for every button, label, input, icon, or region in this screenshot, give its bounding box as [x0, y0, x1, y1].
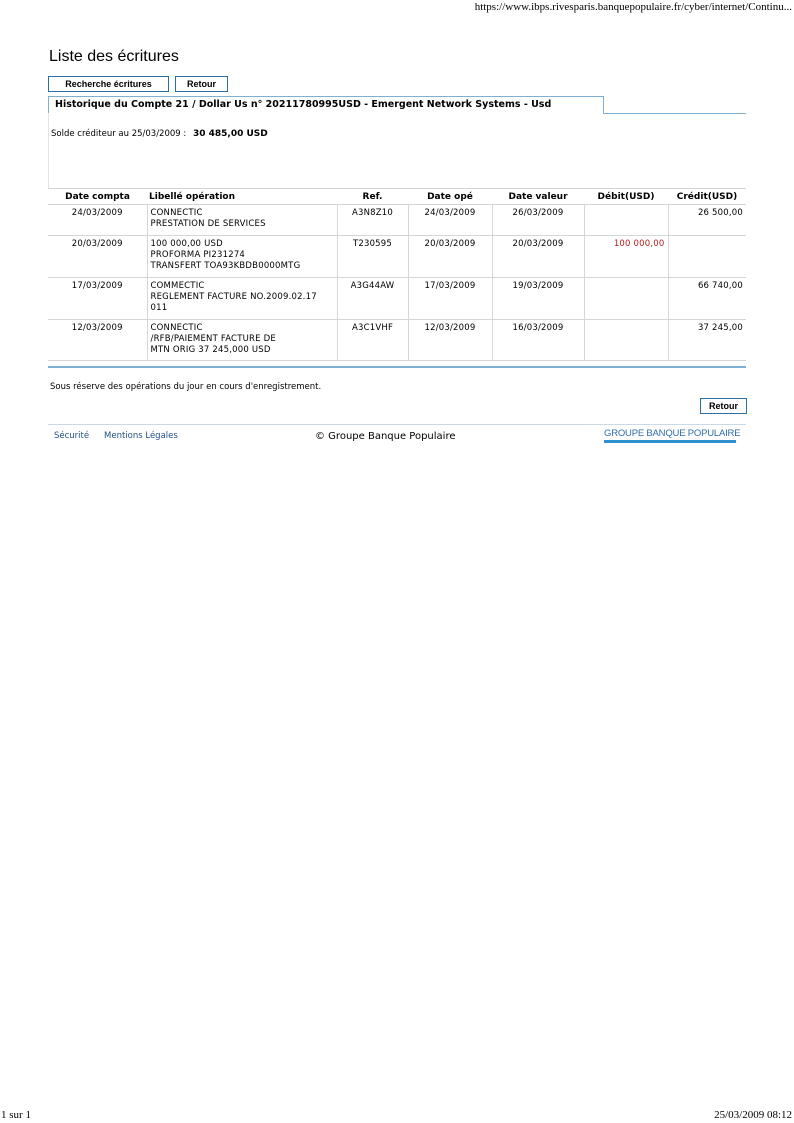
header-date-compta: Date compta: [48, 189, 147, 205]
cell-debit: [584, 278, 668, 320]
account-balance: [51, 129, 268, 139]
search-entries-button[interactable]: Recherche écritures: [48, 76, 169, 92]
balance-value: 30 485,00 USD: [192, 129, 268, 139]
label-line: CONNECTIC: [150, 208, 203, 218]
table-row: [48, 320, 746, 361]
cell-date-compta: 12/03/2009: [48, 320, 147, 361]
security-link[interactable]: Sécurité: [54, 431, 90, 441]
balance-label: Solde créditeur au 25/03/2009 :: [51, 129, 187, 139]
cell-debit: 100 000,00: [584, 236, 668, 278]
cell-date-compta: 24/03/2009: [48, 205, 147, 236]
cell-ref: T230595: [337, 236, 408, 278]
cell-label: [147, 320, 337, 361]
header-credit: Crédit(USD): [668, 189, 746, 205]
cell-ref: A3G44AW: [337, 278, 408, 320]
page-title: Liste des écritures: [49, 48, 179, 65]
cell-credit: 37 245,00: [668, 320, 746, 361]
logo-bar: [604, 440, 736, 443]
footer-divider: [48, 424, 746, 425]
table-header-row: [48, 189, 746, 205]
account-history-tab: Historique du Compte 21 / Dollar Us n° 20211780995USD - Emergent Network Systems - Usd: [48, 96, 604, 114]
copyright: © Groupe Banque Populaire: [315, 431, 456, 442]
cell-debit: [584, 320, 668, 361]
label-line: PRESTATION DE SERVICES: [150, 219, 266, 229]
label-line: 100 000,00 USD: [150, 239, 223, 249]
cell-date-valeur: 19/03/2009: [492, 278, 584, 320]
label-line: /RFB/PAIEMENT FACTURE DE: [150, 334, 276, 344]
cell-date-valeur: 16/03/2009: [492, 320, 584, 361]
header-debit: Débit(USD): [584, 189, 668, 205]
print-page-info: 1 sur 1: [1, 1109, 31, 1121]
header-label: Libellé opération: [147, 189, 337, 205]
label-line: 011: [150, 303, 168, 313]
cell-label: [147, 278, 337, 320]
back-button-bottom[interactable]: Retour: [700, 398, 747, 414]
label-line: PROFORMA PI231274: [150, 250, 246, 260]
header-date-valeur: Date valeur: [492, 189, 584, 205]
label-line: CONNECTIC: [150, 323, 203, 333]
cell-date-ope: 17/03/2009: [408, 278, 492, 320]
table-bottom-border: [48, 366, 746, 368]
cell-date-compta: 20/03/2009: [48, 236, 147, 278]
cell-date-ope: 12/03/2009: [408, 320, 492, 361]
tab-divider: [603, 113, 746, 114]
cell-credit: [668, 236, 746, 278]
print-url: https://www.ibps.rivesparis.banquepopulaire.fr/cyber/internet/Continu...: [474, 1, 792, 13]
table-row: [48, 278, 746, 320]
label-line: REGLEMENT FACTURE NO.2009.02.17: [150, 292, 317, 302]
entries-table: [48, 188, 746, 361]
groupe-banque-populaire-logo: [604, 428, 741, 443]
cell-debit: [584, 205, 668, 236]
cell-date-ope: 24/03/2009: [408, 205, 492, 236]
cell-ref: A3N8Z10: [337, 205, 408, 236]
pending-operations-note: Sous réserve des opérations du jour en cours d'enregistrement.: [50, 382, 322, 392]
cell-label: [147, 205, 337, 236]
cell-ref: A3C1VHF: [337, 320, 408, 361]
cell-date-valeur: 20/03/2009: [492, 236, 584, 278]
back-button-top[interactable]: Retour: [175, 76, 228, 92]
cell-label: [147, 236, 337, 278]
header-ref: Ref.: [337, 189, 408, 205]
panel-border: [48, 113, 49, 188]
label-line: TRANSFERT TOA93KBDB0000MTG: [150, 261, 301, 271]
cell-date-ope: 20/03/2009: [408, 236, 492, 278]
header-date-ope: Date opé: [408, 189, 492, 205]
label-line: MTN ORIG 37 245,000 USD: [150, 345, 271, 355]
print-datetime: 25/03/2009 08:12: [714, 1109, 792, 1121]
label-line: COMMECTIC: [150, 281, 205, 291]
cell-date-compta: 17/03/2009: [48, 278, 147, 320]
cell-credit: 66 740,00: [668, 278, 746, 320]
table-row: [48, 205, 746, 236]
table-row: [48, 236, 746, 278]
legal-notices-link[interactable]: Mentions Légales: [104, 431, 178, 441]
cell-credit: 26 500,00: [668, 205, 746, 236]
cell-date-valeur: 26/03/2009: [492, 205, 584, 236]
logo-text: GROUPE BANQUE POPULAIRE: [604, 428, 741, 439]
